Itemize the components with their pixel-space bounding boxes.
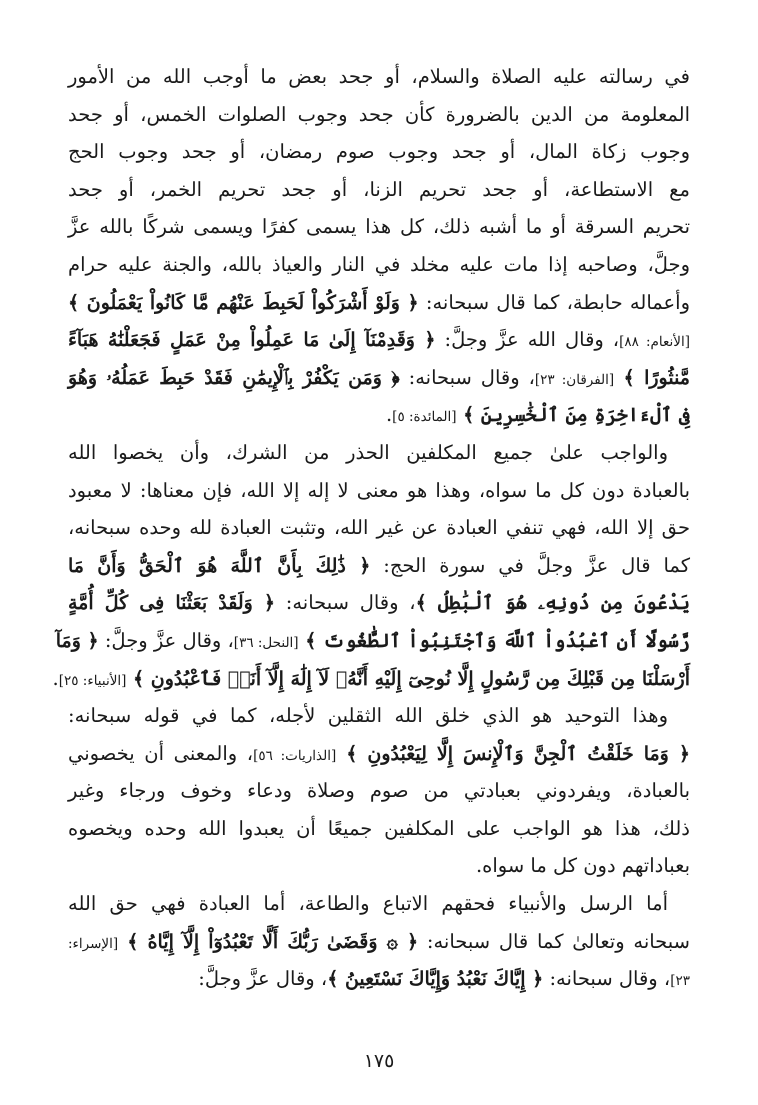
text-run: وجوب زكاة المال، أو جحد وجوب صوم رمضان، أو جحد وجوب الحج (68, 140, 690, 164)
text-line (68, 321, 690, 359)
text-line (68, 359, 690, 397)
quran-verse: فِى ٱلْءَاخِرَةِ مِنَ ٱلْخَٰسِرِينَ ﴾ (456, 404, 690, 427)
text-run: ، وقال سبحانه: (543, 967, 671, 991)
verse-reference: [النحل: ٣٦] (233, 634, 299, 651)
quran-verse: ﴿ وَقَدِمْنَآ إِلَىٰ مَا عَمِلُواْ مِنْ عَمَلٍ فَجَعَلْنَٰهُ هَبَآءً (68, 329, 436, 352)
verse-reference: [المائدة: ٥] (392, 409, 457, 426)
text-line (52, 660, 690, 698)
text-run: أما الرسل والأنبياء فحقهم الاتباع والطاعة، أما العبادة فهي حق الله (68, 892, 668, 916)
text-line (68, 772, 690, 810)
text-run: ، وقال عزَّ وجلَّ: (98, 628, 234, 652)
text-line (68, 584, 690, 622)
text-run: والواجب علىٰ جميع المكلفين الحذر من الشرك، وأن يخصوا الله (68, 440, 668, 464)
quran-verse: مَّنثُورًا ﴾ (614, 366, 690, 389)
text-line (68, 810, 690, 848)
text-run: ، وقال عزَّ وجلَّ: (198, 967, 328, 991)
text-line (68, 96, 690, 134)
text-run: تحريم السرقة أو ما أشبه ذلك، كل هذا يسمى كفرًا ويسمى شركًا بالله عزَّ (68, 215, 690, 239)
quran-verse: ﴿ وَمَا خَلَقْتُ ٱلْجِنَّ وَٱلْإِنسَ إِلَّا لِيَعْبُدُونِ ﴾ (336, 742, 690, 765)
verse-reference: [الأنبياء: ٢٥] (58, 672, 127, 689)
verse-reference: [الإسراء: (68, 935, 119, 952)
text-run: . (385, 403, 393, 427)
text-line (68, 58, 690, 96)
text-line (68, 847, 690, 885)
text-line (68, 396, 690, 434)
text-line (68, 697, 690, 735)
verse-reference: ٢٣] (670, 973, 690, 990)
page-number: ١٧٥ (363, 1050, 395, 1072)
text-line (68, 434, 690, 472)
body-text (52, 58, 691, 998)
text-run: بعباداتهم دون كل ما سواه. (475, 854, 690, 878)
quran-verse: يَدْعُونَ مِن دُونِهِۦ هُوَ ٱلْبَٰطِلُ ﴾ (415, 592, 690, 615)
text-line (68, 735, 690, 773)
text-run: كما قال عزَّ وجلَّ في سورة الحج: (370, 553, 690, 577)
verse-reference: [الذاريات: ٥٦] (253, 747, 337, 764)
text-line (68, 208, 690, 246)
quran-verse: ﴿ وَلَوْ أَشْرَكُواْ لَحَبِطَ عَنْهُم مَّا كَانُواْ يَعْمَلُونَ ﴾ (68, 291, 419, 314)
text-run: مع الاستطاعة، أو جحد تحريم الزنا، أو جحد تحريم الخمر، أو جحد (68, 177, 690, 201)
text-line (68, 923, 690, 961)
text-run: وهذا التوحيد هو الذي خلق الله الثقلين لأجله، كما في قوله سبحانه: (68, 704, 668, 728)
verse-reference: [الأنعام: ٨٨] (619, 334, 691, 351)
text-line (68, 885, 690, 923)
text-line (68, 171, 690, 209)
quran-verse: أَرْسَلْنَا مِن قَبْلِكَ مِن رَّسُولٍ إِلَّا نُوحِىٓ إِلَيْهِ أَنَّهُۥ لَآ إِلَٰهَ إِلَّآ أَنَا۠ فَٱعْبُدُونِ ﴾ (126, 667, 690, 690)
text-line (68, 246, 690, 284)
verse-reference: [الفرقان: ٢٣] (534, 371, 615, 388)
text-line (68, 284, 690, 322)
text-run: ، وقال سبحانه: (399, 365, 535, 389)
text-run: ذلك، هذا هو الواجب على المكلفين جميعًا أن يعبدوا الله وحده ويخصوه (68, 816, 690, 840)
text-run: بالعبادة دون كل ما سواه، وهذا هو معنى لا إله إلا الله، فإن معناها: لا معبود (68, 478, 690, 502)
text-run: وأعماله حابطة، كما قال سبحانه: (418, 290, 691, 314)
text-line (55, 622, 690, 660)
text-run: ، وقال الله عزَّ وجلَّ: (435, 328, 620, 352)
quran-verse: ﴿ وَمَآ (55, 629, 99, 652)
text-run: . (52, 666, 59, 690)
quran-verse: ﴿ إِيَّاكَ نَعْبُدُ وَإِيَّاكَ نَسْتَعِينُ ﴾ (327, 968, 544, 991)
text-line (68, 509, 690, 547)
text-run: في رسالته عليه الصلاة والسلام، أو جحد بعض ما أوجب الله من الأمور (68, 65, 690, 88)
text-run: بالعبادة، ويفردوني بعبادتي من صوم وصلاة ودعاء وخوف ورجاء وغير (68, 779, 690, 803)
quran-verse: ﴿ وَمَن يَكْفُرْ بِٱلْإِيمَٰنِ فَقَدْ حَبِطَ عَمَلُهُۥ وَهُوَ (68, 366, 400, 389)
text-run: المعلومة من الدين بالضرورة كأن جحد وجوب الصلوات الخمس، أو جحد (68, 102, 690, 126)
text-run: ، والمعنى أن يخصوني (68, 741, 254, 765)
quran-verse: رَّسُولًا أَنِ ٱعْبُدُواْ ٱللَّهَ وَٱجْتَنِبُواْ ٱلطَّٰغُوتَ ﴾ (298, 629, 690, 652)
text-line (68, 547, 690, 585)
text-line (68, 133, 690, 171)
text-line (68, 472, 690, 510)
quran-verse: ﴿ ۞ وَقَضَىٰ رَبُّكَ أَلَّا تَعْبُدُوٓاْ إِلَّآ إِيَّاهُ ﴾ (118, 930, 419, 953)
text-line (68, 960, 690, 998)
quran-verse: ﴿ وَلَقَدْ بَعَثْنَا فِى كُلِّ أُمَّةٍ (68, 592, 276, 615)
text-run: وجلَّ، وصاحبه إذا مات عليه مخلد في النار والعياذ بالله، والجنة عليه حرام (68, 252, 690, 276)
text-run: ، وقال سبحانه: (275, 591, 416, 615)
text-run: حق إلا الله، فهي تنفي العبادة عن غير الله، وتثبت العبادة لله وحده سبحانه، (68, 516, 690, 540)
text-run: سبحانه وتعالىٰ كما قال سبحانه: (418, 929, 690, 953)
quran-verse: ﴿ ذَٰلِكَ بِأَنَّ ٱللَّهَ هُوَ ٱلْحَقُّ وَأَنَّ مَا (68, 554, 371, 577)
